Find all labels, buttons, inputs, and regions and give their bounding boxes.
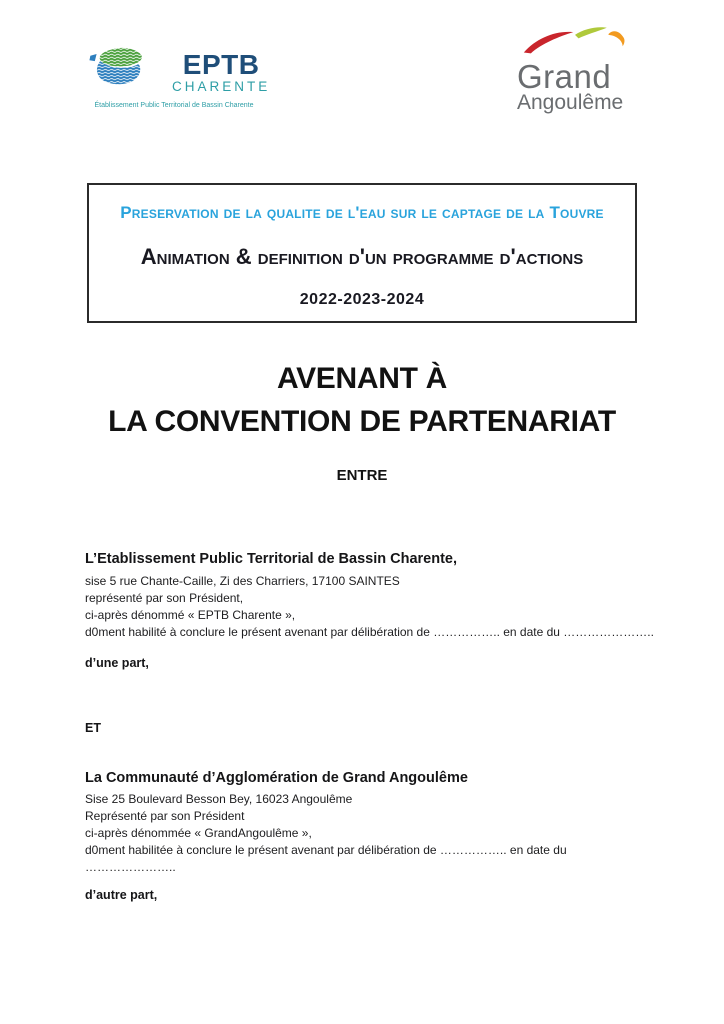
- grand-angouleme-swoosh-icon: [519, 26, 647, 61]
- party1-line: sise 5 rue Chante-Caille, Zi des Charriers, 17100 SAINTES: [85, 574, 400, 588]
- party2-line: …………………..: [85, 860, 176, 874]
- party1-closing: d’une part,: [85, 656, 149, 670]
- party2-line: d0ment habilitée à conclure le présent avenant par délibération de …………….. en date du: [85, 843, 567, 857]
- party1-details: [85, 573, 654, 641]
- grand-angouleme-logo: [517, 26, 647, 114]
- party2-closing: d’autre part,: [85, 888, 158, 902]
- entre-label: ENTRE: [336, 467, 388, 484]
- party1-line: d0ment habilité à conclure le présent avenant par délibération de …………….. en date du …………………..: [85, 625, 654, 639]
- title-box: [87, 183, 637, 323]
- main-title-line1: AVENANT À: [276, 362, 448, 395]
- party2-line: Représenté par son Président: [85, 809, 245, 823]
- eptb-tagline: Établissement Public Territorial de Bassin Charente: [94, 102, 254, 109]
- party1-line: ci-après dénommé « EPTB Charente »,: [85, 608, 296, 622]
- party1-line: représenté par son Président,: [85, 591, 244, 605]
- party1-heading: L’Etablissement Public Territorial de Bassin Charente,: [85, 551, 458, 567]
- party2-heading: La Communauté d’Agglomération de Grand Angoulême: [85, 770, 468, 786]
- titlebox-years: 2022-2023-2024: [299, 291, 425, 308]
- et-label: ET: [85, 721, 101, 735]
- main-title: [0, 357, 724, 443]
- eptb-map-icon: [85, 46, 167, 99]
- eptb-name: CHARENTE: [172, 78, 271, 94]
- titlebox-line1: Preservation de la qualite de l'eau sur le captage de la Touvre: [120, 203, 604, 222]
- party2-details: [85, 791, 567, 876]
- eptb-charente-logo: [85, 46, 271, 109]
- main-title-line2: LA CONVENTION DE PARTENARIAT: [108, 405, 616, 438]
- grand-angouleme-name-line1: Grand: [517, 58, 612, 95]
- party2-line: ci-après dénommée « GrandAngoulême »,: [85, 826, 312, 840]
- eptb-acronym: EPTB: [182, 48, 260, 80]
- titlebox-line2: Animation & definition d'un programme d'actions: [140, 244, 584, 269]
- grand-angouleme-name-line2: Angoulême: [517, 91, 624, 114]
- party2-line: Sise 25 Boulevard Besson Bey, 16023 Angoulême: [85, 792, 353, 806]
